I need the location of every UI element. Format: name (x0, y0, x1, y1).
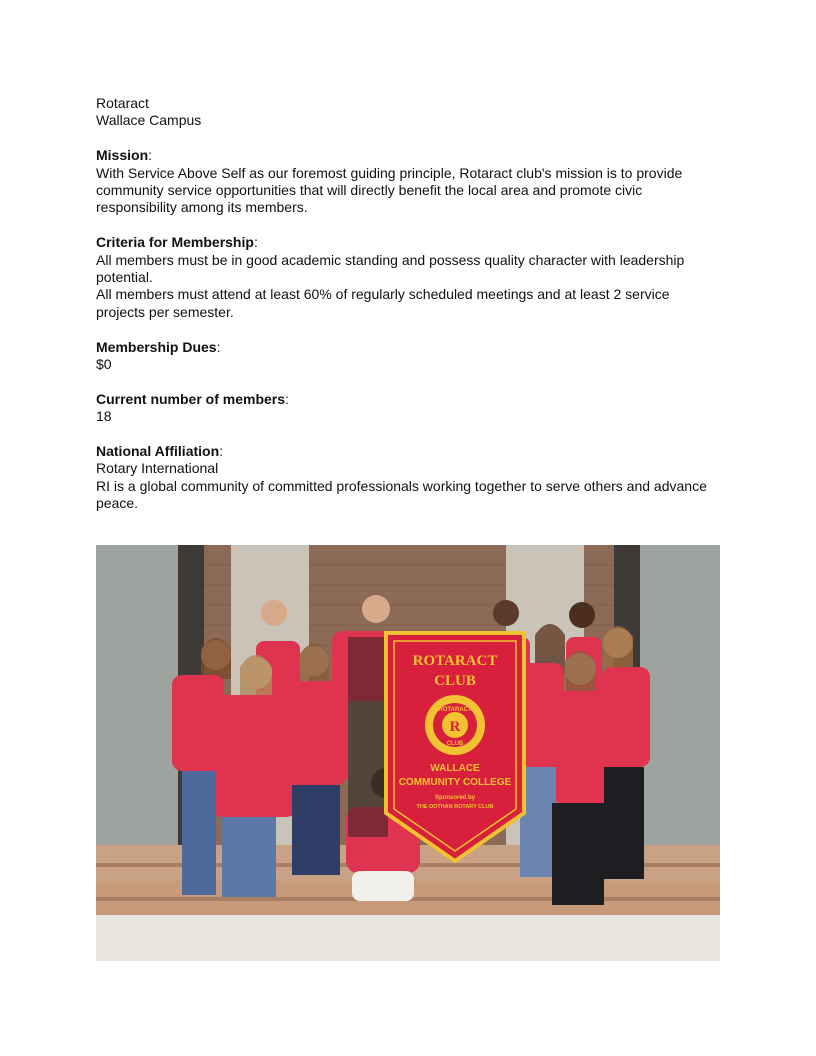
mission-heading: Mission: (96, 147, 153, 164)
emblem-top-text: ROTARACT (438, 707, 472, 713)
banner-title-line-2: CLUB (434, 673, 476, 689)
club-name: Rotaract (96, 95, 149, 111)
affiliation-heading: National Affiliation: (96, 443, 224, 460)
dues-label: Membership Dues (96, 338, 217, 355)
members-value: 18 (96, 408, 112, 425)
members-label: Current number of members (96, 390, 286, 407)
banner-line-1: WALLACE (430, 763, 480, 774)
left-pillar (96, 545, 178, 865)
right-pillar (640, 545, 720, 865)
group-photo (96, 545, 720, 961)
banner-line-3: Sponsored by (434, 795, 476, 801)
affiliation-name: Rotary International (96, 460, 219, 477)
banner-title-line-1: ROTARACT (412, 653, 498, 669)
dues-heading: Membership Dues: (96, 338, 221, 355)
emblem-bottom-text: CLUB (446, 741, 464, 747)
members-heading: Current number of members: (96, 390, 289, 407)
criteria-line-1: All members must be in good academic standing and possess quality character with leadership potential. (96, 251, 685, 286)
affiliation-label: National Affiliation (96, 443, 220, 460)
group-photo-illustration (96, 545, 720, 961)
mission-text: With Service Above Self as our foremost guiding principle, Rotaract club's mission is to provide community service opportunities that will directly benefit the local area and promote civic responsibility among its members. (96, 164, 683, 216)
club-campus: Wallace Campus (96, 112, 202, 129)
document-body (96, 95, 720, 513)
emblem-letter: R (449, 719, 461, 735)
criteria-heading: Criteria for Membership: (96, 234, 258, 251)
criteria-line-2: All members must attend at least 60% of regularly scheduled meetings and at least 2 service projects per semester. (96, 286, 670, 320)
banner-line-4: THE DOTHAN ROTARY CLUB (416, 804, 494, 810)
mission-label: Mission (96, 147, 149, 164)
rotaract-banner (386, 633, 524, 861)
criteria-label: Criteria for Membership (96, 234, 254, 251)
dues-value: $0 (96, 356, 112, 373)
banner-line-2: COMMUNITY COLLEGE (398, 777, 512, 788)
affiliation-text: RI is a global community of committed professionals working together to serve others and advance peace. (96, 477, 707, 512)
